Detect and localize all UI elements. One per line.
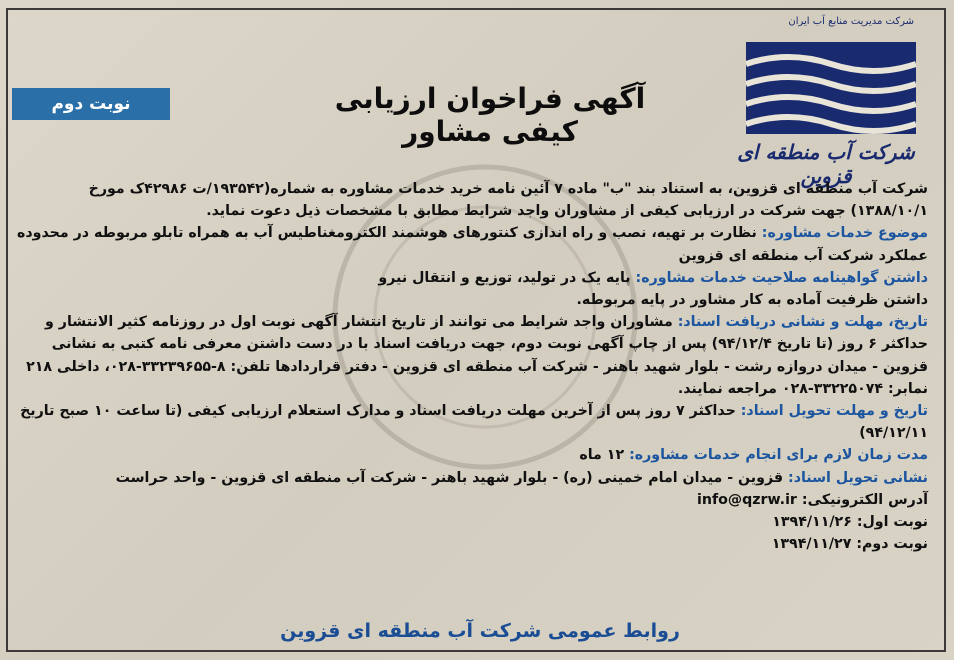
company-name: شرکت آب منطقه ای قزوین: [737, 140, 915, 188]
certificate-paragraph: [12, 267, 928, 289]
subject-paragraph: [12, 222, 928, 266]
duration-label: مدت زمان لازم برای انجام خدمات مشاوره:: [629, 447, 928, 464]
documents-paragraph: [12, 311, 928, 400]
capacity-paragraph: داشتن ظرفیت آماده به کار مشاور در پایه مربوطه.: [576, 292, 928, 309]
second-round-date: نوبت دوم: ۱۳۹۴/۱۱/۲۷: [771, 536, 928, 553]
company-logo-icon: [746, 42, 916, 152]
intro-paragraph: شرکت آب منطقه ای قزوین، به استناد بند "ب" ماده ۷ آئین نامه خرید خدمات مشاوره به شماره(۱۹۳۵۴۲/ت ۴۲۹۸۶ک مورخ ۱۳۸۸/۱۰/۱) جهت شرکت در ارزیابی کیفی از مشاوران واجد شرایط مطابق با مشخصات ذیل دعوت نماید.: [88, 181, 928, 220]
delivery-text: حداکثر ۷ روز پس از آخرین مهلت دریافت اسناد و مدارک استعلام ارزیابی کیفی (تا ساعت ۱۰ صبح تاریخ ۹۴/۱۲/۱۱): [20, 403, 928, 442]
address-label: نشانی تحویل اسناد:: [788, 469, 928, 486]
address-paragraph: [12, 467, 928, 489]
documents-text: مشاوران واجد شرایط می توانند از تاریخ انتشار آگهی نوبت اول در روزنامه کثیر الانتشار و حداکثر ۶ روز (تا تاریخ ۹۴/۱۲/۴) پس از چاپ آگهی نوبت دوم، جهت دریافت اسناد با در دست داشتن معرفی نامه کتبی به نشانی قزوین - میدان دروازه رشت - بلوار شهید باهنر - شرکت آب منطقه ای قزوین - دفتر قراردادها تلفن: ۸-۳۳۲۳۹۶۵۵-۰۲۸، داخلی ۲۱۸ نمابر: ۳۳۲۲۵۰۷۴-۰۲۸ مراجعه نمایند.: [26, 314, 928, 397]
certificate-label: داشتن گواهینامه صلاحیت خدمات مشاوره:: [635, 269, 928, 286]
first-round-date: نوبت اول: ۱۳۹۴/۱۱/۲۶: [772, 514, 928, 531]
email-paragraph: [12, 489, 928, 511]
subject-label: موضوع خدمات مشاوره:: [761, 225, 928, 242]
ad-body: [12, 178, 928, 555]
certificate-text: پایه یک در تولید، توزیع و انتقال نیرو: [378, 269, 636, 286]
address-text: قزوین - میدان امام خمینی (ره) - بلوار شهید باهنر - شرکت آب منطقه ای قزوین - واحد حراست: [115, 469, 789, 486]
public-relations-footer: روابط عمومی شرکت آب منطقه ای قزوین: [280, 620, 680, 642]
email-label: آدرس الکترونیکی:: [801, 491, 928, 508]
ministry-caption: شرکت مدیریت منابع آب ایران: [788, 16, 914, 27]
delivery-paragraph: [12, 400, 928, 444]
ad-headline: آگهی فراخوان ارزیابی کیفی مشاور: [334, 82, 646, 148]
documents-label: تاریخ، مهلت و نشانی دریافت اسناد:: [677, 314, 928, 331]
round-badge: نوبت دوم: [12, 88, 170, 120]
duration-paragraph: [12, 444, 928, 466]
delivery-label: تاریخ و مهلت تحویل اسناد:: [740, 403, 928, 420]
subject-text: نظارت بر تهیه، نصب و راه اندازی کنتورهای هوشمند الکترومغناطیس آب به همراه تابلو مربوطه در محدوده عملکرد شرکت آب منطقه ای قزوین: [16, 225, 928, 264]
duration-text: ۱۲ ماه: [579, 447, 630, 464]
email-address[interactable]: info@qzrw.ir: [697, 491, 797, 508]
